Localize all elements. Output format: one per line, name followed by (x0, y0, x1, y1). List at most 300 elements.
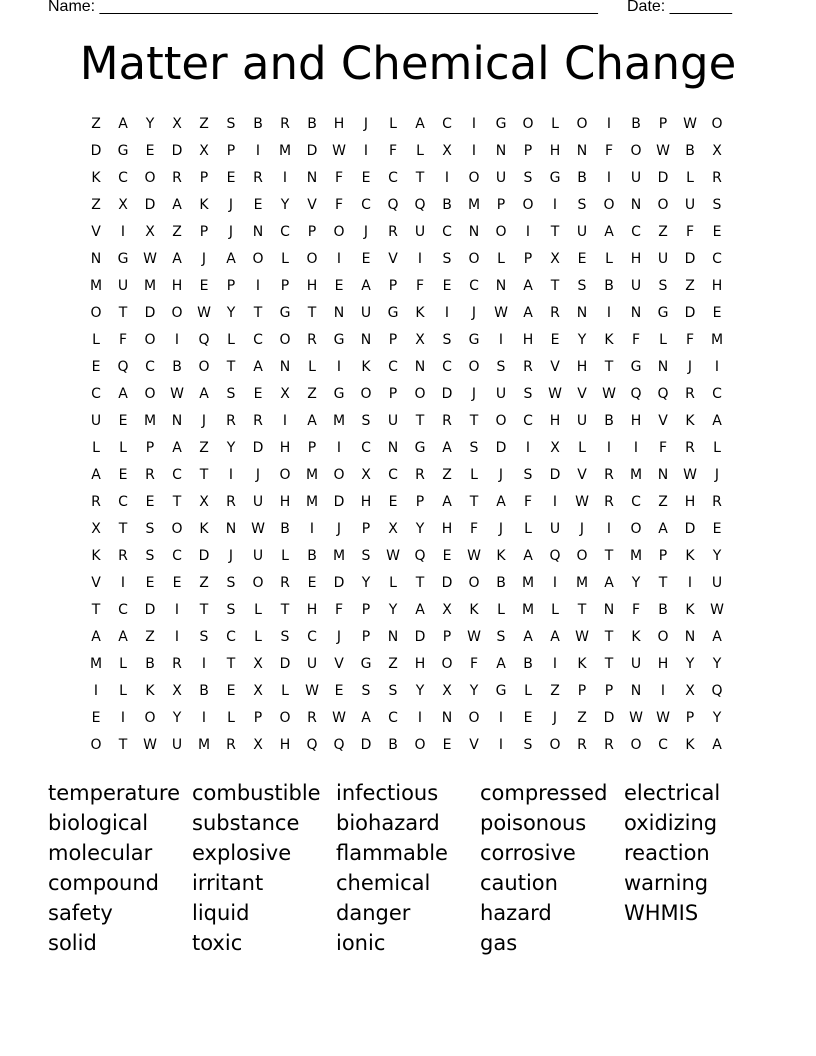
grid-letter[interactable]: P (307, 440, 317, 456)
grid-letter[interactable]: N (360, 332, 372, 348)
grid-letter[interactable]: T (199, 467, 209, 483)
grid-letter[interactable]: C (388, 710, 398, 726)
grid-letter[interactable]: W (305, 683, 319, 699)
grid-letter[interactable]: W (602, 386, 616, 402)
grid-letter[interactable]: X (280, 386, 290, 402)
grid-letter[interactable]: C (145, 359, 155, 375)
grid-letter[interactable]: S (145, 548, 155, 564)
grid-letter[interactable]: J (498, 467, 504, 483)
grid-letter[interactable]: Q (657, 386, 669, 402)
grid-letter[interactable]: N (495, 278, 507, 294)
grid-letter[interactable]: Y (712, 656, 722, 672)
grid-letter[interactable]: P (577, 683, 587, 699)
grid-letter[interactable]: X (253, 737, 263, 753)
grid-letter[interactable]: R (604, 494, 614, 510)
grid-letter[interactable]: I (606, 521, 612, 537)
grid-letter[interactable]: A (415, 116, 425, 132)
grid-letter[interactable]: S (145, 521, 155, 537)
grid-letter[interactable]: O (468, 251, 480, 267)
grid-letter[interactable]: K (685, 548, 695, 564)
grid-letter[interactable]: P (199, 224, 209, 240)
grid-letter[interactable]: K (199, 197, 209, 213)
grid-letter[interactable]: Z (658, 224, 668, 240)
grid-letter[interactable]: R (172, 656, 182, 672)
grid-letter[interactable]: M (467, 197, 481, 213)
grid-letter[interactable]: R (712, 494, 722, 510)
grid-letter[interactable]: G (333, 332, 345, 348)
grid-letter[interactable]: A (496, 656, 506, 672)
grid-letter[interactable]: E (307, 575, 317, 591)
grid-letter[interactable]: D (684, 521, 696, 537)
grid-letter[interactable]: S (226, 602, 236, 618)
grid-letter[interactable]: L (281, 683, 289, 699)
grid-letter[interactable]: O (333, 467, 345, 483)
grid-letter[interactable]: C (172, 548, 182, 564)
grid-letter[interactable]: C (361, 440, 371, 456)
grid-letter[interactable]: L (119, 656, 127, 672)
grid-letter[interactable]: I (174, 332, 180, 348)
grid-letter[interactable]: P (226, 278, 236, 294)
grid-letter[interactable]: D (252, 440, 264, 456)
grid-letter[interactable]: R (253, 413, 263, 429)
grid-letter[interactable]: O (522, 116, 534, 132)
grid-letter[interactable]: R (253, 170, 263, 186)
grid-letter[interactable]: X (442, 143, 452, 159)
grid-letter[interactable]: I (606, 116, 612, 132)
grid-letter[interactable]: S (226, 116, 236, 132)
grid-letter[interactable]: W (494, 305, 508, 321)
grid-letter[interactable]: S (361, 548, 371, 564)
grid-letter[interactable]: I (687, 575, 693, 591)
grid-letter[interactable]: T (307, 305, 317, 321)
grid-letter[interactable]: M (332, 548, 346, 564)
grid-letter[interactable]: O (333, 224, 345, 240)
grid-letter[interactable]: H (306, 602, 318, 618)
grid-letter[interactable]: T (550, 278, 560, 294)
grid-letter[interactable]: H (549, 413, 561, 429)
grid-letter[interactable]: P (253, 710, 263, 726)
grid-letter[interactable]: U (657, 251, 669, 267)
grid-letter[interactable]: U (576, 413, 588, 429)
grid-letter[interactable]: X (91, 521, 101, 537)
grid-letter[interactable]: B (199, 683, 209, 699)
grid-letter[interactable]: H (279, 737, 291, 753)
grid-letter[interactable]: L (470, 467, 478, 483)
grid-letter[interactable]: D (306, 143, 318, 159)
grid-letter[interactable]: G (117, 143, 129, 159)
grid-letter[interactable]: N (225, 521, 237, 537)
grid-letter[interactable]: O (279, 332, 291, 348)
grid-letter[interactable]: J (228, 548, 234, 564)
grid-letter[interactable]: A (199, 386, 209, 402)
grid-letter[interactable]: U (495, 170, 507, 186)
grid-letter[interactable]: Q (198, 332, 210, 348)
grid-letter[interactable]: I (525, 440, 531, 456)
grid-letter[interactable]: G (414, 440, 426, 456)
grid-letter[interactable]: E (442, 278, 452, 294)
grid-letter[interactable]: P (307, 224, 317, 240)
grid-letter[interactable]: L (551, 602, 559, 618)
grid-letter[interactable]: C (442, 359, 452, 375)
grid-letter[interactable]: N (630, 197, 642, 213)
grid-letter[interactable]: H (306, 278, 318, 294)
grid-letter[interactable]: Y (415, 521, 425, 537)
grid-letter[interactable]: B (685, 143, 695, 159)
grid-letter[interactable]: F (685, 224, 695, 240)
grid-letter[interactable]: R (550, 305, 560, 321)
grid-letter[interactable]: W (629, 710, 643, 726)
grid-letter[interactable]: Z (388, 656, 398, 672)
grid-letter[interactable]: O (198, 359, 210, 375)
grid-letter[interactable]: F (334, 602, 344, 618)
grid-letter[interactable]: E (199, 278, 209, 294)
grid-letter[interactable]: O (414, 386, 426, 402)
grid-letter[interactable]: C (280, 224, 290, 240)
grid-letter[interactable]: U (630, 170, 642, 186)
grid-letter[interactable]: J (336, 521, 342, 537)
grid-letter[interactable]: L (524, 683, 532, 699)
grid-letter[interactable]: O (360, 386, 372, 402)
grid-letter[interactable]: Z (442, 467, 452, 483)
grid-letter[interactable]: H (171, 278, 183, 294)
grid-letter[interactable]: N (90, 251, 102, 267)
grid-letter[interactable]: O (630, 521, 642, 537)
grid-letter[interactable]: L (551, 116, 559, 132)
grid-letter[interactable]: W (143, 251, 157, 267)
grid-letter[interactable]: F (523, 494, 533, 510)
grid-letter[interactable]: S (469, 440, 479, 456)
grid-letter[interactable]: E (145, 494, 155, 510)
grid-letter[interactable]: A (361, 710, 371, 726)
grid-letter[interactable]: W (710, 602, 724, 618)
grid-letter[interactable]: I (444, 170, 450, 186)
grid-letter[interactable]: X (172, 116, 182, 132)
grid-letter[interactable]: O (306, 251, 318, 267)
grid-letter[interactable]: S (442, 332, 452, 348)
grid-letter[interactable]: A (118, 629, 128, 645)
grid-letter[interactable]: I (282, 413, 288, 429)
grid-letter[interactable]: R (307, 332, 317, 348)
grid-letter[interactable]: N (495, 143, 507, 159)
grid-letter[interactable]: V (91, 224, 101, 240)
grid-letter[interactable]: A (118, 386, 128, 402)
grid-letter[interactable]: Z (550, 683, 560, 699)
grid-letter[interactable]: J (552, 710, 558, 726)
grid-letter[interactable]: I (417, 710, 423, 726)
grid-letter[interactable]: H (414, 656, 426, 672)
grid-letter[interactable]: A (523, 548, 533, 564)
grid-letter[interactable]: A (172, 440, 182, 456)
grid-letter[interactable]: O (171, 305, 183, 321)
grid-letter[interactable]: U (387, 413, 399, 429)
grid-letter[interactable]: N (387, 629, 399, 645)
grid-letter[interactable]: C (631, 494, 641, 510)
grid-letter[interactable]: A (496, 494, 506, 510)
grid-letter[interactable]: C (388, 359, 398, 375)
grid-letter[interactable]: F (685, 332, 695, 348)
grid-letter[interactable]: O (711, 116, 723, 132)
grid-letter[interactable]: A (361, 278, 371, 294)
grid-letter[interactable]: P (145, 440, 155, 456)
grid-letter[interactable]: G (549, 170, 561, 186)
grid-letter[interactable]: H (549, 143, 561, 159)
grid-letter[interactable]: B (604, 278, 614, 294)
grid-letter[interactable]: T (226, 656, 236, 672)
grid-letter[interactable]: H (522, 332, 534, 348)
grid-letter[interactable]: L (416, 143, 424, 159)
grid-letter[interactable]: J (255, 467, 261, 483)
grid-letter[interactable]: R (604, 737, 614, 753)
grid-letter[interactable]: T (91, 602, 101, 618)
grid-letter[interactable]: S (496, 629, 506, 645)
grid-letter[interactable]: R (91, 494, 101, 510)
grid-letter[interactable]: V (577, 386, 587, 402)
grid-letter[interactable]: G (333, 386, 345, 402)
grid-letter[interactable]: J (228, 197, 234, 213)
grid-letter[interactable]: P (658, 548, 668, 564)
grid-letter[interactable]: O (468, 710, 480, 726)
grid-letter[interactable]: K (469, 602, 479, 618)
grid-letter[interactable]: R (280, 116, 290, 132)
grid-letter[interactable]: K (577, 656, 587, 672)
grid-letter[interactable]: O (144, 332, 156, 348)
grid-letter[interactable]: O (630, 143, 642, 159)
grid-letter[interactable]: I (606, 170, 612, 186)
grid-letter[interactable]: S (280, 629, 290, 645)
grid-letter[interactable]: B (442, 197, 452, 213)
grid-letter[interactable]: K (604, 332, 614, 348)
grid-letter[interactable]: K (685, 602, 695, 618)
grid-letter[interactable]: O (495, 224, 507, 240)
grid-letter[interactable]: F (334, 170, 344, 186)
grid-letter[interactable]: E (172, 575, 182, 591)
grid-letter[interactable]: G (657, 305, 669, 321)
grid-letter[interactable]: A (550, 629, 560, 645)
grid-letter[interactable]: W (197, 305, 211, 321)
grid-letter[interactable]: U (711, 575, 723, 591)
grid-letter[interactable]: M (278, 143, 292, 159)
grid-letter[interactable]: I (552, 656, 558, 672)
grid-letter[interactable]: O (468, 170, 480, 186)
grid-letter[interactable]: F (334, 197, 344, 213)
grid-letter[interactable]: J (228, 224, 234, 240)
grid-letter[interactable]: O (441, 656, 453, 672)
grid-letter[interactable]: E (226, 683, 236, 699)
grid-letter[interactable]: D (603, 710, 615, 726)
grid-letter[interactable]: F (604, 143, 614, 159)
grid-letter[interactable]: A (118, 116, 128, 132)
grid-letter[interactable]: G (468, 332, 480, 348)
grid-letter[interactable]: C (523, 413, 533, 429)
grid-letter[interactable]: L (92, 440, 100, 456)
grid-letter[interactable]: J (498, 521, 504, 537)
grid-letter[interactable]: B (496, 575, 506, 591)
grid-letter[interactable]: Z (577, 710, 587, 726)
grid-letter[interactable]: X (712, 143, 722, 159)
grid-letter[interactable]: O (90, 305, 102, 321)
grid-letter[interactable]: X (172, 683, 182, 699)
grid-letter[interactable]: V (388, 251, 398, 267)
grid-letter[interactable]: K (91, 548, 101, 564)
grid-letter[interactable]: P (685, 710, 695, 726)
name-field[interactable]: Name: ________________________________________________________ (48, 0, 598, 15)
grid-letter[interactable]: I (120, 710, 126, 726)
grid-letter[interactable]: I (471, 143, 477, 159)
grid-letter[interactable]: Z (307, 386, 317, 402)
grid-letter[interactable]: F (118, 332, 128, 348)
grid-letter[interactable]: E (253, 197, 263, 213)
grid-letter[interactable]: J (714, 467, 720, 483)
grid-letter[interactable]: R (226, 413, 236, 429)
date-field[interactable]: Date: _______ (627, 0, 732, 15)
grid-letter[interactable]: W (332, 143, 346, 159)
grid-letter[interactable]: U (576, 224, 588, 240)
grid-letter[interactable]: P (280, 278, 290, 294)
grid-letter[interactable]: I (444, 305, 450, 321)
grid-letter[interactable]: I (498, 332, 504, 348)
grid-letter[interactable]: R (712, 170, 722, 186)
grid-letter[interactable]: L (227, 710, 235, 726)
grid-letter[interactable]: E (442, 737, 452, 753)
grid-letter[interactable]: N (603, 602, 615, 618)
grid-letter[interactable]: R (145, 467, 155, 483)
grid-letter[interactable]: D (495, 440, 507, 456)
grid-letter[interactable]: C (658, 737, 668, 753)
grid-letter[interactable]: A (712, 737, 722, 753)
grid-letter[interactable]: J (471, 386, 477, 402)
grid-letter[interactable]: L (227, 332, 235, 348)
grid-letter[interactable]: I (201, 710, 207, 726)
grid-letter[interactable]: X (253, 656, 263, 672)
grid-letter[interactable]: U (360, 305, 372, 321)
grid-letter[interactable]: O (630, 737, 642, 753)
grid-letter[interactable]: O (144, 710, 156, 726)
grid-letter[interactable]: E (442, 548, 452, 564)
grid-letter[interactable]: B (658, 602, 668, 618)
grid-letter[interactable]: N (684, 629, 696, 645)
grid-letter[interactable]: Z (199, 116, 209, 132)
grid-letter[interactable]: M (143, 278, 157, 294)
grid-letter[interactable]: Q (387, 197, 399, 213)
grid-letter[interactable]: R (307, 710, 317, 726)
grid-letter[interactable]: Y (415, 683, 425, 699)
grid-letter[interactable]: V (334, 656, 344, 672)
grid-letter[interactable]: U (252, 494, 264, 510)
grid-letter[interactable]: H (630, 251, 642, 267)
grid-letter[interactable]: P (388, 278, 398, 294)
grid-letter[interactable]: T (415, 413, 425, 429)
grid-letter[interactable]: Y (388, 602, 398, 618)
grid-letter[interactable]: T (604, 359, 614, 375)
grid-letter[interactable]: H (576, 359, 588, 375)
grid-letter[interactable]: A (415, 602, 425, 618)
grid-letter[interactable]: I (606, 305, 612, 321)
grid-letter[interactable]: P (523, 143, 533, 159)
grid-letter[interactable]: T (577, 602, 587, 618)
grid-letter[interactable]: C (91, 386, 101, 402)
grid-letter[interactable]: S (226, 386, 236, 402)
grid-letter[interactable]: G (495, 116, 507, 132)
grid-letter[interactable]: K (496, 548, 506, 564)
grid-letter[interactable]: U (171, 737, 183, 753)
grid-letter[interactable]: H (441, 521, 453, 537)
grid-letter[interactable]: W (332, 710, 346, 726)
grid-letter[interactable]: W (656, 143, 670, 159)
grid-letter[interactable]: E (334, 683, 344, 699)
grid-letter[interactable]: T (172, 494, 182, 510)
grid-letter[interactable]: B (280, 521, 290, 537)
grid-letter[interactable]: O (90, 737, 102, 753)
grid-letter[interactable]: P (604, 683, 614, 699)
grid-letter[interactable]: K (361, 359, 371, 375)
grid-letter[interactable]: O (657, 629, 669, 645)
grid-letter[interactable]: F (388, 143, 398, 159)
grid-letter[interactable]: I (660, 683, 666, 699)
grid-letter[interactable]: G (630, 359, 642, 375)
grid-letter[interactable]: W (575, 494, 589, 510)
grid-letter[interactable]: T (415, 170, 425, 186)
grid-letter[interactable]: N (171, 413, 183, 429)
grid-letter[interactable]: J (201, 413, 207, 429)
grid-letter[interactable]: B (172, 359, 182, 375)
grid-letter[interactable]: B (253, 116, 263, 132)
grid-letter[interactable]: L (605, 251, 613, 267)
grid-letter[interactable]: H (360, 494, 372, 510)
grid-letter[interactable]: P (199, 170, 209, 186)
grid-letter[interactable]: B (307, 116, 317, 132)
grid-letter[interactable]: A (307, 413, 317, 429)
grid-letter[interactable]: V (307, 197, 317, 213)
grid-letter[interactable]: O (252, 575, 264, 591)
grid-letter[interactable]: B (523, 656, 533, 672)
grid-letter[interactable]: X (415, 332, 425, 348)
grid-letter[interactable]: W (386, 548, 400, 564)
grid-letter[interactable]: X (442, 683, 452, 699)
grid-letter[interactable]: H (333, 116, 345, 132)
grid-letter[interactable]: G (279, 305, 291, 321)
grid-letter[interactable]: I (309, 521, 315, 537)
grid-letter[interactable]: Y (685, 656, 695, 672)
grid-letter[interactable]: I (336, 251, 342, 267)
grid-letter[interactable]: B (577, 170, 587, 186)
grid-letter[interactable]: S (226, 575, 236, 591)
grid-letter[interactable]: E (712, 305, 722, 321)
grid-letter[interactable]: E (712, 521, 722, 537)
grid-letter[interactable]: R (523, 359, 533, 375)
grid-letter[interactable]: S (523, 170, 533, 186)
grid-letter[interactable]: L (389, 575, 397, 591)
grid-letter[interactable]: E (145, 143, 155, 159)
grid-letter[interactable]: I (255, 143, 261, 159)
grid-letter[interactable]: L (659, 332, 667, 348)
grid-letter[interactable]: D (144, 602, 156, 618)
grid-letter[interactable]: M (575, 575, 589, 591)
grid-letter[interactable]: R (685, 440, 695, 456)
grid-letter[interactable]: R (172, 170, 182, 186)
grid-letter[interactable]: D (657, 170, 669, 186)
grid-letter[interactable]: C (631, 224, 641, 240)
grid-letter[interactable]: E (253, 386, 263, 402)
grid-letter[interactable]: Q (117, 359, 129, 375)
grid-letter[interactable]: I (174, 602, 180, 618)
grid-letter[interactable]: Q (549, 548, 561, 564)
grid-letter[interactable]: I (120, 575, 126, 591)
grid-letter[interactable]: N (630, 683, 642, 699)
grid-letter[interactable]: D (441, 575, 453, 591)
grid-letter[interactable]: Y (226, 440, 236, 456)
grid-letter[interactable]: E (550, 332, 560, 348)
grid-letter[interactable]: T (604, 548, 614, 564)
